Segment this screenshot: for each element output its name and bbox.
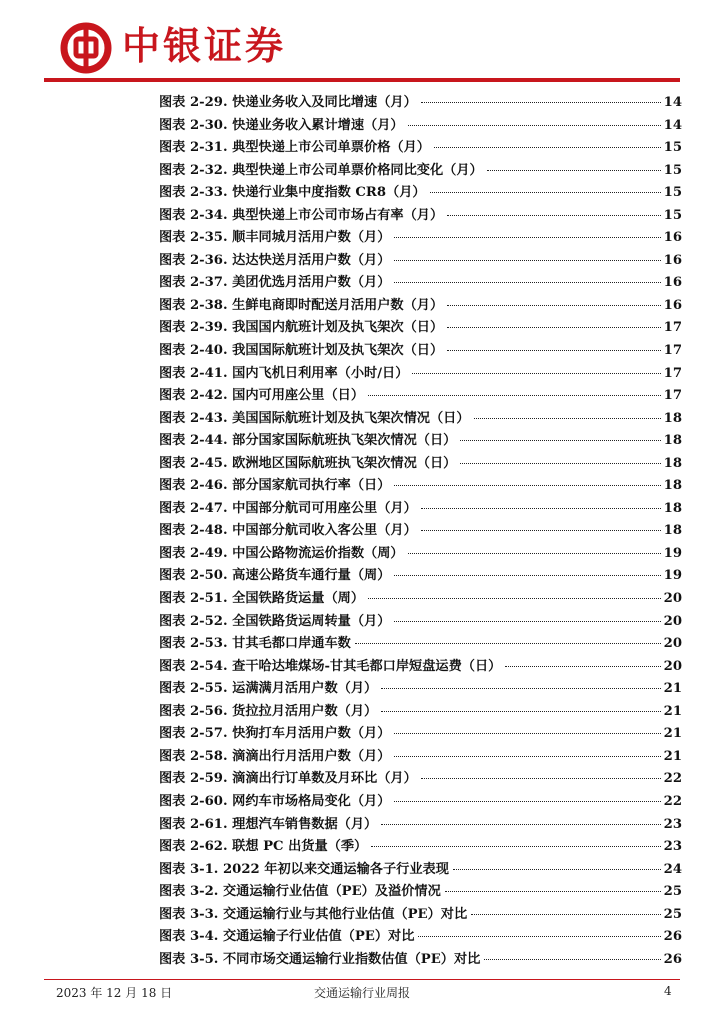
dot-leader (394, 801, 660, 802)
toc-entry-page: 20 (663, 658, 682, 674)
toc-entry-page: 18 (663, 500, 682, 516)
toc-entry-label: 图表 2-47. 中国部分航司可用座公里（月） (159, 500, 417, 516)
toc-entry[interactable] (159, 722, 682, 745)
toc-entry[interactable] (159, 136, 682, 159)
toc-entry-label: 图表 2-51. 全国铁路货运量（周） (159, 591, 365, 607)
toc-entry-page: 16 (663, 230, 682, 246)
toc-entry-label: 图表 3-4. 交通运输子行业估值（PE）对比 (159, 929, 415, 945)
toc-entry[interactable] (159, 474, 682, 497)
toc-entry[interactable] (159, 316, 682, 339)
toc-entry-page: 20 (663, 613, 682, 629)
toc-entry-page: 22 (663, 793, 682, 809)
dot-leader (447, 215, 660, 216)
toc-entry[interactable] (159, 384, 682, 407)
toc-entry-page: 19 (663, 545, 682, 561)
dot-leader (355, 643, 661, 644)
toc-entry-label: 图表 2-31. 典型快递上市公司单票价格（月） (159, 140, 430, 156)
toc-entry[interactable] (159, 767, 682, 790)
dot-leader (484, 959, 660, 960)
dot-leader (394, 485, 660, 486)
dot-leader (381, 688, 660, 689)
toc-entry[interactable] (159, 564, 682, 587)
toc-entry-page: 21 (663, 681, 682, 697)
toc-entry-page: 21 (663, 748, 682, 764)
toc-entry[interactable] (159, 429, 682, 452)
toc-entry[interactable] (159, 677, 682, 700)
dot-leader (460, 440, 660, 441)
toc-entry[interactable] (159, 339, 682, 362)
dot-leader (421, 102, 661, 103)
toc-entry-label: 图表 2-43. 美国国际航班计划及执飞架次情况（日） (159, 410, 470, 426)
toc-entry[interactable] (159, 159, 682, 182)
toc-entry-label: 图表 2-38. 生鲜电商即时配送月活用户数（月） (159, 297, 444, 313)
toc-entry[interactable] (159, 880, 682, 903)
toc-entry[interactable] (159, 249, 682, 272)
toc-entry-page: 20 (663, 591, 682, 607)
toc-entry-label: 图表 2-56. 货拉拉月活用户数（月） (159, 703, 378, 719)
toc-entry-label: 图表 2-60. 网约车市场格局变化（月） (159, 793, 391, 809)
dot-leader (447, 327, 660, 328)
page-header (0, 0, 724, 82)
toc-entry-page: 16 (663, 275, 682, 291)
toc-entry-label: 图表 2-32. 典型快递上市公司单票价格同比变化（月） (159, 162, 483, 178)
toc-entry-label: 图表 2-53. 甘其毛都口岸通车数 (159, 636, 351, 652)
header-divider (44, 78, 680, 82)
toc-entry-label: 图表 2-44. 部分国家国际航班执飞架次情况（日） (159, 433, 457, 449)
toc-entry-page: 17 (663, 343, 682, 359)
toc-entry[interactable] (159, 835, 682, 858)
toc-entry[interactable] (159, 181, 682, 204)
toc-entry[interactable] (159, 114, 682, 137)
dot-leader (487, 170, 661, 171)
dot-leader (434, 147, 661, 148)
footer-page-number: 4 (664, 984, 672, 998)
toc-entry-page: 19 (663, 568, 682, 584)
toc-entry-page: 16 (663, 252, 682, 268)
toc-entry-label: 图表 2-58. 滴滴出行月活用户数（月） (159, 748, 391, 764)
toc-entry[interactable] (159, 587, 682, 610)
toc-entry[interactable] (159, 745, 682, 768)
dot-leader (447, 305, 660, 306)
dot-leader (371, 846, 660, 847)
toc-entry-label: 图表 2-62. 联想 PC 出货量（季） (159, 839, 368, 855)
toc-entry-page: 26 (663, 929, 682, 945)
toc-entry[interactable] (159, 226, 682, 249)
dot-leader (381, 711, 660, 712)
toc-entry-page: 18 (663, 523, 682, 539)
toc-entry[interactable] (159, 519, 682, 542)
toc-entry-label: 图表 2-49. 中国公路物流运价指数（周） (159, 545, 404, 561)
dot-leader (421, 778, 661, 779)
brand-name: 中银证券 (122, 23, 287, 68)
toc-entry[interactable] (159, 204, 682, 227)
dot-leader (394, 621, 660, 622)
toc-entry-label: 图表 2-33. 快递行业集中度指数 CR8（月） (159, 185, 426, 201)
toc-entry[interactable] (159, 497, 682, 520)
dot-leader (445, 891, 661, 892)
toc-entry-page: 21 (663, 726, 682, 742)
toc-entry-label: 图表 2-59. 滴滴出行订单数及月环比（月） (159, 771, 417, 787)
toc-entry[interactable] (159, 362, 682, 385)
toc-entry[interactable] (159, 925, 682, 948)
toc-entry[interactable] (159, 655, 682, 678)
toc-entry-label: 图表 2-57. 快狗打车月活用户数（月） (159, 726, 391, 742)
toc-entry-page: 22 (663, 771, 682, 787)
footer-date: 2023 年 12 月 18 日 (56, 986, 173, 1000)
toc-entry-label: 图表 2-50. 高速公路货车通行量（周） (159, 568, 391, 584)
toc-entry-label: 图表 3-5. 不同市场交通运输行业指数估值（PE）对比 (159, 951, 481, 967)
dot-leader (460, 463, 660, 464)
toc-entry-label: 图表 2-39. 我国国内航班计划及执飞架次（日） (159, 320, 444, 336)
dot-leader (447, 350, 660, 351)
dot-leader (412, 373, 660, 374)
toc-entry[interactable] (159, 610, 682, 633)
dot-leader (474, 418, 661, 419)
dot-leader (471, 914, 661, 915)
toc-entry-page: 23 (663, 816, 682, 832)
dot-leader (408, 553, 661, 554)
toc-entry-label: 图表 2-30. 快递业务收入累计增速（月） (159, 117, 404, 133)
toc-entry-page: 24 (663, 861, 682, 877)
dot-leader (421, 530, 661, 531)
dot-leader (394, 282, 660, 283)
toc-entry-label: 图表 2-42. 国内可用座公里（日） (159, 388, 365, 404)
toc-entry-label: 图表 3-2. 交通运输行业估值（PE）及溢价情况 (159, 884, 441, 900)
toc-entry-page: 25 (663, 884, 682, 900)
dot-leader (368, 598, 661, 599)
toc-entry-page: 26 (663, 951, 682, 967)
dot-leader (430, 192, 661, 193)
toc-entry[interactable] (159, 948, 682, 971)
toc-entry-label: 图表 2-55. 运满满月活用户数（月） (159, 681, 378, 697)
toc-entry-page: 18 (663, 455, 682, 471)
toc-entry-page: 17 (663, 388, 682, 404)
toc-entry[interactable] (159, 294, 682, 317)
toc-entry-page: 15 (663, 162, 682, 178)
dot-leader (394, 237, 660, 238)
dot-leader (505, 666, 660, 667)
toc-entry-label: 图表 2-54. 查干哈达堆煤场-甘其毛都口岸短盘运费（日） (159, 658, 502, 674)
bank-of-china-logo-icon (60, 22, 112, 74)
toc-entry-label: 图表 2-40. 我国国际航班计划及执飞架次（日） (159, 343, 444, 359)
toc-entry-label: 图表 2-45. 欧洲地区国际航班执飞架次情况（日） (159, 455, 457, 471)
toc-entry[interactable] (159, 271, 682, 294)
toc-entry-label: 图表 2-37. 美团优选月活用户数（月） (159, 275, 391, 291)
dot-leader (394, 260, 660, 261)
toc-entry[interactable] (159, 91, 682, 114)
toc-entry[interactable] (159, 407, 682, 430)
dot-leader (408, 125, 661, 126)
toc-entry-page: 17 (663, 320, 682, 336)
toc-entry[interactable] (159, 813, 682, 836)
toc-entry-label: 图表 2-29. 快递业务收入及同比增速（月） (159, 95, 417, 110)
toc-entry-page: 14 (663, 95, 682, 110)
footer-report-title: 交通运输行业周报 (313, 986, 410, 1000)
toc-entry[interactable] (159, 858, 682, 881)
toc-entry-page: 16 (663, 297, 682, 313)
toc-entry[interactable] (159, 452, 682, 475)
toc-entry-page: 15 (663, 140, 682, 156)
dot-leader (453, 869, 661, 870)
toc-entry-page: 17 (663, 365, 682, 381)
toc-entry-page: 25 (663, 906, 682, 922)
toc-entry[interactable] (159, 700, 682, 723)
toc-entry[interactable] (159, 632, 682, 655)
table-of-figures (159, 91, 682, 970)
toc-entry-label: 图表 2-46. 部分国家航司执行率（日） (159, 478, 391, 494)
toc-entry-label: 图表 3-1. 2022 年初以来交通运输各子行业表现 (159, 861, 449, 877)
toc-entry-page: 18 (663, 410, 682, 426)
toc-entry[interactable] (159, 790, 682, 813)
toc-entry-label: 图表 2-35. 顺丰同城月活用户数（月） (159, 230, 391, 246)
toc-entry-page: 18 (663, 478, 682, 494)
toc-entry-label: 图表 2-61. 理想汽车销售数据（月） (159, 816, 378, 832)
toc-entry-page: 20 (663, 636, 682, 652)
toc-entry[interactable] (159, 542, 682, 565)
dot-leader (394, 756, 660, 757)
toc-entry-label: 图表 2-52. 全国铁路货运周转量（月） (159, 613, 391, 629)
toc-entry-page: 18 (663, 433, 682, 449)
dot-leader (394, 575, 660, 576)
toc-entry-label: 图表 2-34. 典型快递上市公司市场占有率（月） (159, 207, 444, 223)
dot-leader (421, 508, 661, 509)
dot-leader (368, 395, 661, 396)
toc-entry-label: 图表 2-41. 国内飞机日利用率（小时/日） (159, 365, 409, 381)
toc-entry-page: 23 (663, 839, 682, 855)
dot-leader (418, 936, 660, 937)
toc-entry-page: 15 (663, 185, 682, 201)
toc-entry[interactable] (159, 903, 682, 926)
toc-entry-label: 图表 2-36. 达达快送月活用户数（月） (159, 252, 391, 268)
toc-entry-label: 图表 3-3. 交通运输行业与其他行业估值（PE）对比 (159, 906, 468, 922)
dot-leader (394, 733, 660, 734)
toc-entry-page: 14 (663, 117, 682, 133)
toc-entry-page: 15 (663, 207, 682, 223)
dot-leader (381, 824, 660, 825)
toc-entry-page: 21 (663, 703, 682, 719)
toc-entry-label: 图表 2-48. 中国部分航司收入客公里（月） (159, 523, 417, 539)
footer-divider (44, 979, 680, 980)
